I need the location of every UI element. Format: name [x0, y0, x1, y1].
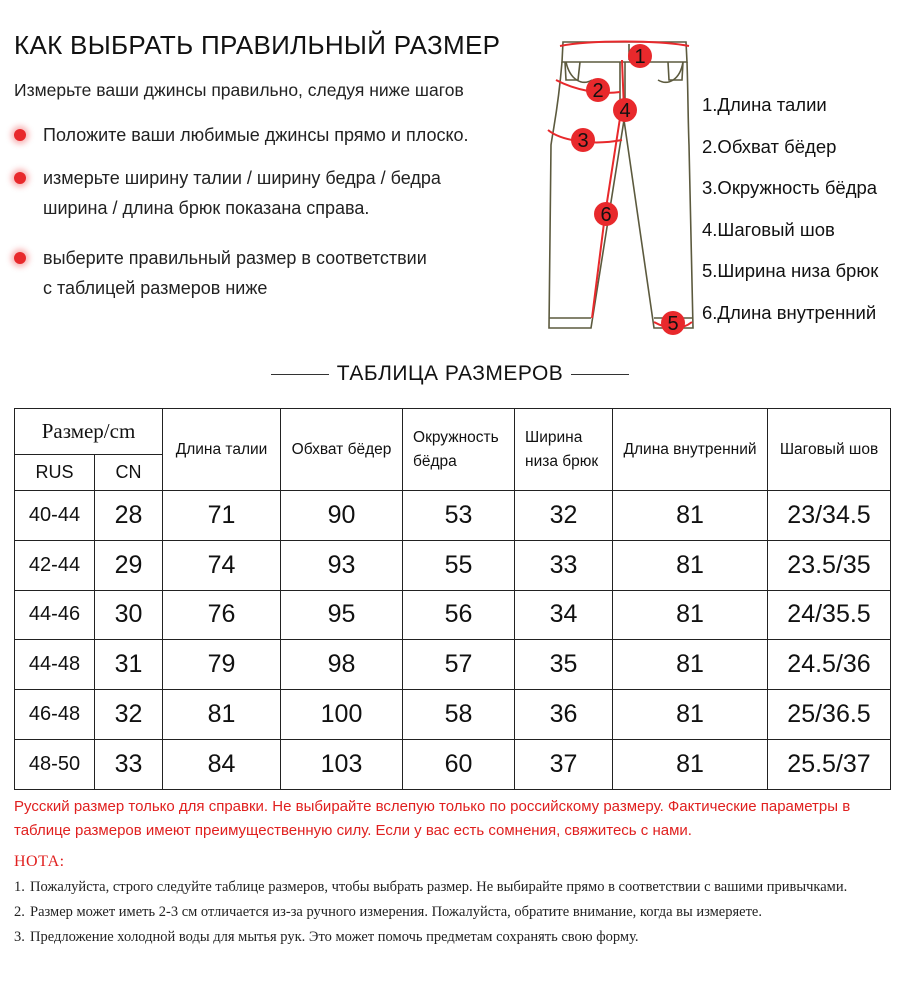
column-header: Длина внутренний — [613, 409, 768, 491]
cell-waist: 74 — [163, 540, 281, 590]
step-text: Положите ваши любимые джинсы прямо и плоско. — [43, 125, 469, 145]
step-item — [14, 120, 469, 150]
step-text: измерьте ширину талии / ширину бедра / бедра — [43, 168, 441, 188]
svg-text:2: 2 — [592, 80, 604, 102]
divider — [571, 374, 629, 375]
bullet-dot-icon — [14, 129, 26, 141]
jeans-diagram — [540, 30, 720, 350]
page-title: КАК ВЫБРАТЬ ПРАВИЛЬНЫЙ РАЗМЕР — [14, 30, 501, 60]
cell-rus: 40-44 — [15, 491, 95, 541]
svg-text:4: 4 — [619, 100, 631, 122]
column-header-cn: CN — [95, 455, 163, 491]
cell-hip: 100 — [281, 690, 403, 740]
svg-text:5: 5 — [667, 313, 679, 335]
cell-rus: 44-46 — [15, 590, 95, 640]
table-row — [15, 640, 891, 690]
table-row — [15, 540, 891, 590]
table-row — [15, 739, 891, 789]
cell-leg-opening: 33 — [515, 540, 613, 590]
cell-thigh: 60 — [403, 739, 515, 789]
cell-hip: 98 — [281, 640, 403, 690]
step-text: ширина / длина брюк показана справа. — [43, 198, 370, 218]
cell-rise: 24/35.5 — [768, 590, 891, 640]
bullet-dot-icon — [14, 252, 26, 264]
cell-inseam-length: 81 — [613, 491, 768, 541]
cell-cn: 32 — [95, 690, 163, 740]
note-item: 1. Пожалуйста, строго следуйте таблице размеров, чтобы выбрать размер. Не выбирайте прямо в соответствии с вашими привычками. — [14, 879, 848, 895]
legend-item: 6.Длина внутренний — [702, 301, 877, 323]
cell-inseam-length: 81 — [613, 690, 768, 740]
cell-leg-opening: 35 — [515, 640, 613, 690]
cell-cn: 29 — [95, 540, 163, 590]
cell-waist: 71 — [163, 491, 281, 541]
legend-item: 1.Длина талии — [702, 94, 827, 115]
legend-item: 3.Окружность бёдра — [702, 177, 878, 199]
column-header: Шаговый шов — [768, 409, 891, 491]
cell-hip: 95 — [281, 590, 403, 640]
cell-rus: 46-48 — [15, 690, 95, 740]
nota-title: НОТА: — [14, 853, 65, 870]
svg-text:3: 3 — [577, 130, 589, 152]
cell-hip: 93 — [281, 540, 403, 590]
corner-header: Размер/cm — [15, 409, 163, 455]
svg-text:6: 6 — [600, 204, 612, 226]
step-item — [14, 243, 427, 303]
cell-inseam-length: 81 — [613, 590, 768, 640]
cell-leg-opening: 36 — [515, 690, 613, 740]
cell-rus: 44-48 — [15, 640, 95, 690]
cell-cn: 30 — [95, 590, 163, 640]
notes-list — [14, 877, 894, 952]
cell-thigh: 57 — [403, 640, 515, 690]
cell-cn: 31 — [95, 640, 163, 690]
cell-rus: 48-50 — [15, 739, 95, 789]
cell-waist: 84 — [163, 739, 281, 789]
cell-rise: 25/36.5 — [768, 690, 891, 740]
cell-leg-opening: 37 — [515, 739, 613, 789]
cell-hip: 90 — [281, 491, 403, 541]
cell-thigh: 55 — [403, 540, 515, 590]
step-item — [14, 163, 441, 223]
measurement-legend — [702, 94, 878, 344]
cell-thigh: 58 — [403, 690, 515, 740]
cell-cn: 33 — [95, 739, 163, 789]
cell-hip: 103 — [281, 739, 403, 789]
page-subtitle: Измерьте ваши джинсы правильно, следуя ниже шагов — [14, 80, 464, 100]
cell-cn: 28 — [95, 491, 163, 541]
cell-inseam-length: 81 — [613, 739, 768, 789]
svg-text:1: 1 — [634, 46, 646, 68]
cell-rise: 25.5/37 — [768, 739, 891, 789]
table-row — [15, 590, 891, 640]
column-header-rus: RUS — [15, 455, 95, 491]
note-item: 2. Размер может иметь 2-3 см отличается из-за ручного измерения. Пожалуйста, обратите внимание, когда вы измеряете. — [14, 904, 762, 920]
cell-waist: 79 — [163, 640, 281, 690]
divider — [271, 374, 329, 375]
cell-rus: 42-44 — [15, 540, 95, 590]
step-text: выберите правильный размер в соответствии — [43, 248, 427, 268]
bullet-dot-icon — [14, 172, 26, 184]
column-header: Ширина низа брюк — [515, 409, 613, 491]
table-row — [15, 690, 891, 740]
legend-item: 4.Шаговый шов — [702, 218, 835, 240]
size-table-title: ТАБЛИЦА РАЗМЕРОВ — [0, 362, 900, 386]
cell-inseam-length: 81 — [613, 540, 768, 590]
cell-rise: 23.5/35 — [768, 540, 891, 590]
column-header: Окружность бёдра — [403, 409, 515, 491]
cell-thigh: 53 — [403, 491, 515, 541]
russian-size-warning: Русский размер только для справки. Не выбирайте вслепую только по российскому размеру. Фактические параметры в таблице размеров имеют преимущественную силу. Если у вас есть сомнения, свяжитесь с нами. — [14, 798, 851, 839]
legend-item: 2.Обхват бёдер — [702, 135, 837, 157]
cell-leg-opening: 32 — [515, 491, 613, 541]
cell-rise: 23/34.5 — [768, 491, 891, 541]
cell-waist: 76 — [163, 590, 281, 640]
table-header-row — [15, 409, 891, 455]
cell-inseam-length: 81 — [613, 640, 768, 690]
cell-leg-opening: 34 — [515, 590, 613, 640]
diagram-markers — [571, 44, 685, 335]
column-header: Длина талии — [163, 409, 281, 491]
column-header: Обхват бёдер — [281, 409, 403, 491]
size-table — [14, 408, 891, 790]
legend-item: 5.Ширина низа брюк — [702, 260, 879, 282]
cell-rise: 24.5/36 — [768, 640, 891, 690]
cell-thigh: 56 — [403, 590, 515, 640]
cell-waist: 81 — [163, 690, 281, 740]
jeans-outline-icon — [549, 42, 693, 328]
note-item: 3. Предложение холодной воды для мытья рук. Это может помочь предметам сохранять свою форму. — [14, 929, 639, 945]
table-row — [15, 491, 891, 541]
step-text: с таблицей размеров ниже — [43, 278, 268, 298]
